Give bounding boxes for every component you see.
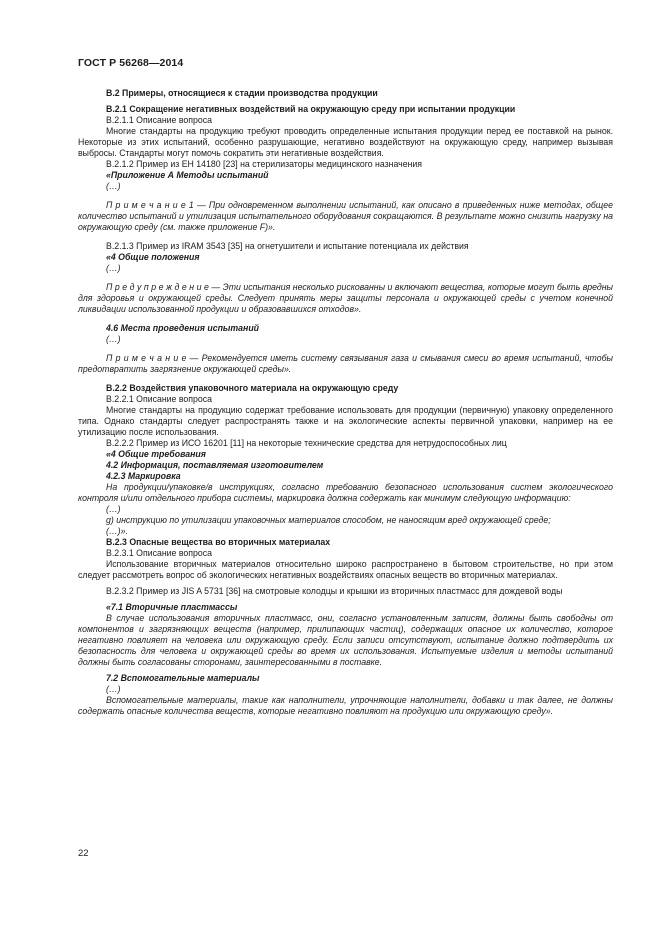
ellipsis: (…): [106, 504, 121, 514]
quote-423-end: (…)».: [106, 526, 128, 536]
quote-72-title: 7.2 Вспомогательные материалы: [106, 673, 260, 683]
document-id-header: ГОСТ Р 56268—2014: [78, 57, 184, 69]
note-2-label: П р и м е ч а н и е —: [106, 353, 199, 363]
section-b21-heading: B.2.1 Сокращение негативных воздействий на окружающую среду при испытании продукции: [106, 104, 516, 114]
clause-b222-heading: B.2.2.2 Пример из ИСО 16201 [11] на некоторые технические средства для нетрудоспособных лиц: [106, 438, 507, 448]
section-46-heading: 4.6 Места проведения испытаний: [106, 323, 260, 333]
clause-b212-heading: B.2.1.2 Пример из ЕН 14180 [23] на стерилизаторы медицинского назначения: [106, 159, 423, 169]
quote-423-title: 4.2.3 Маркировка: [106, 471, 181, 481]
section-b2-heading: B.2 Примеры, относящиеся к стадии производства продукции: [106, 88, 378, 98]
quote-71-text: В случае использования вторичных пластмасс, они, согласно установленным записям, должны быть свободны от компонентов и загрязняющих веществ (например, прилипающих частиц), содержащих опасное их количество, которое негативно повлияет на человека или окружающую среду. Если записи отсутствуют, испытание должно подтвердить их безопасность для человека и окружающей среды во время их использования. Испытуемые изделия и методы испытаний должны быть согласованы сторонами, заинтересованными в поставке.: [78, 613, 613, 667]
note-1: [78, 200, 613, 233]
quote-72-text: Вспомогательные материалы, такие как наполнители, упрочняющие наполнители, добавки и так далее, не должны содержать опасные количества веществ, которые негативно повлияют на продукцию или окружающую среду».: [78, 695, 613, 716]
note-2-text: Рекомендуется иметь систему связывания газа и смывания смеси во время испытаний, чтобы предотвратить загрязнение окружающей среды».: [78, 353, 613, 374]
quote-42-title: 4.2 Информация, поставляемая изготовителем: [106, 460, 324, 470]
document-body: [78, 88, 613, 717]
quote-423-item-g: g) инструкцию по утилизации упаковочных материалов способом, не наносящим вред окружающей среде;: [106, 515, 551, 525]
ellipsis: (…): [106, 334, 121, 344]
clause-b221-text: Многие стандарты на продукцию содержат требование использовать для продукции (первичную) упаковку определенного типа. Однако стандарты следует распространять также и на экологические аспекты первичной упаковки, например на ее утилизацию после использования.: [78, 405, 613, 437]
note-2: [78, 353, 613, 375]
quote-annex-a-title: «Приложение А Методы испытаний: [106, 170, 269, 180]
quote-general-requirements-title: «4 Общие требования: [106, 449, 206, 459]
clause-b221-heading: B.2.2.1 Описание вопроса: [106, 394, 212, 404]
section-b22-heading: B.2.2 Воздействия упаковочного материала на окружающую среду: [106, 383, 399, 393]
page-number: 22: [78, 848, 89, 859]
clause-b232-heading: B.2.3.2 Пример из JIS A 5731 [36] на смотровые колодцы и крышки из вторичных пластмасс для дождевой воды: [106, 586, 563, 596]
ellipsis: (…): [106, 181, 121, 191]
clause-b211-heading: B.2.1.1 Описание вопроса: [106, 115, 212, 125]
clause-b213-heading: B.2.1.3 Пример из IRAM 3543 [35] на огнетушители и испытание потенциала их действия: [106, 241, 469, 251]
warning-label: П р е д у п р е ж д е н и е —: [106, 282, 221, 292]
section-b23-heading: B.2.3 Опасные вещества во вторичных материалах: [106, 537, 331, 547]
quote-general-provisions-title: «4 Общие положения: [106, 252, 200, 262]
note-1-label: П р и м е ч а н и е 1 —: [106, 200, 206, 210]
note-1-text: При одновременном выполнении испытаний, как описано в приведенных ниже методах, общее количество испытаний и утилизация испытательного оборудования сокращаются. В результате можно снизить нагрузку на окружающую среду (см. также приложение F)».: [78, 200, 613, 232]
quote-423-text: На продукции/упаковке/в инструкциях, согласно требованию безопасного использования систем экологического контроля и/или отдельного прибора системы, маркировка должна содержать как минимум следующую информацию:: [78, 482, 613, 503]
clause-b211-text: Многие стандарты на продукцию требуют проводить определенные испытания продукции перед ее поставкой на рынок. Некоторые из этих испытаний, особенно разрушающие, негативно воздействуют на окружающую среду, например вызывая выбросы. Стандарты могут помочь сократить эти негативные воздействия.: [78, 126, 613, 158]
warning-text: Эти испытания несколько рискованны и включают вещества, которые могут быть вредны для здоровья и окружающей среды. Следует принять меры защиты персонала и окружающей среды с учетом конечной ликвидации использованной продукции и образовавшихся отходов».: [78, 282, 614, 314]
clause-b231-text: Использование вторичных материалов относительно широко распространено в бытовом строительстве, но при этом следует рассмотреть вопрос об экологических негативных воздействиях опасных веществ во вторичных материалах.: [78, 559, 613, 580]
clause-b231-heading: B.2.3.1 Описание вопроса: [106, 548, 212, 558]
warning-note: [78, 282, 613, 315]
quote-71-title: «7.1 Вторичные пластмассы: [106, 602, 238, 612]
ellipsis: (…): [106, 684, 121, 694]
ellipsis: (…): [106, 263, 121, 273]
